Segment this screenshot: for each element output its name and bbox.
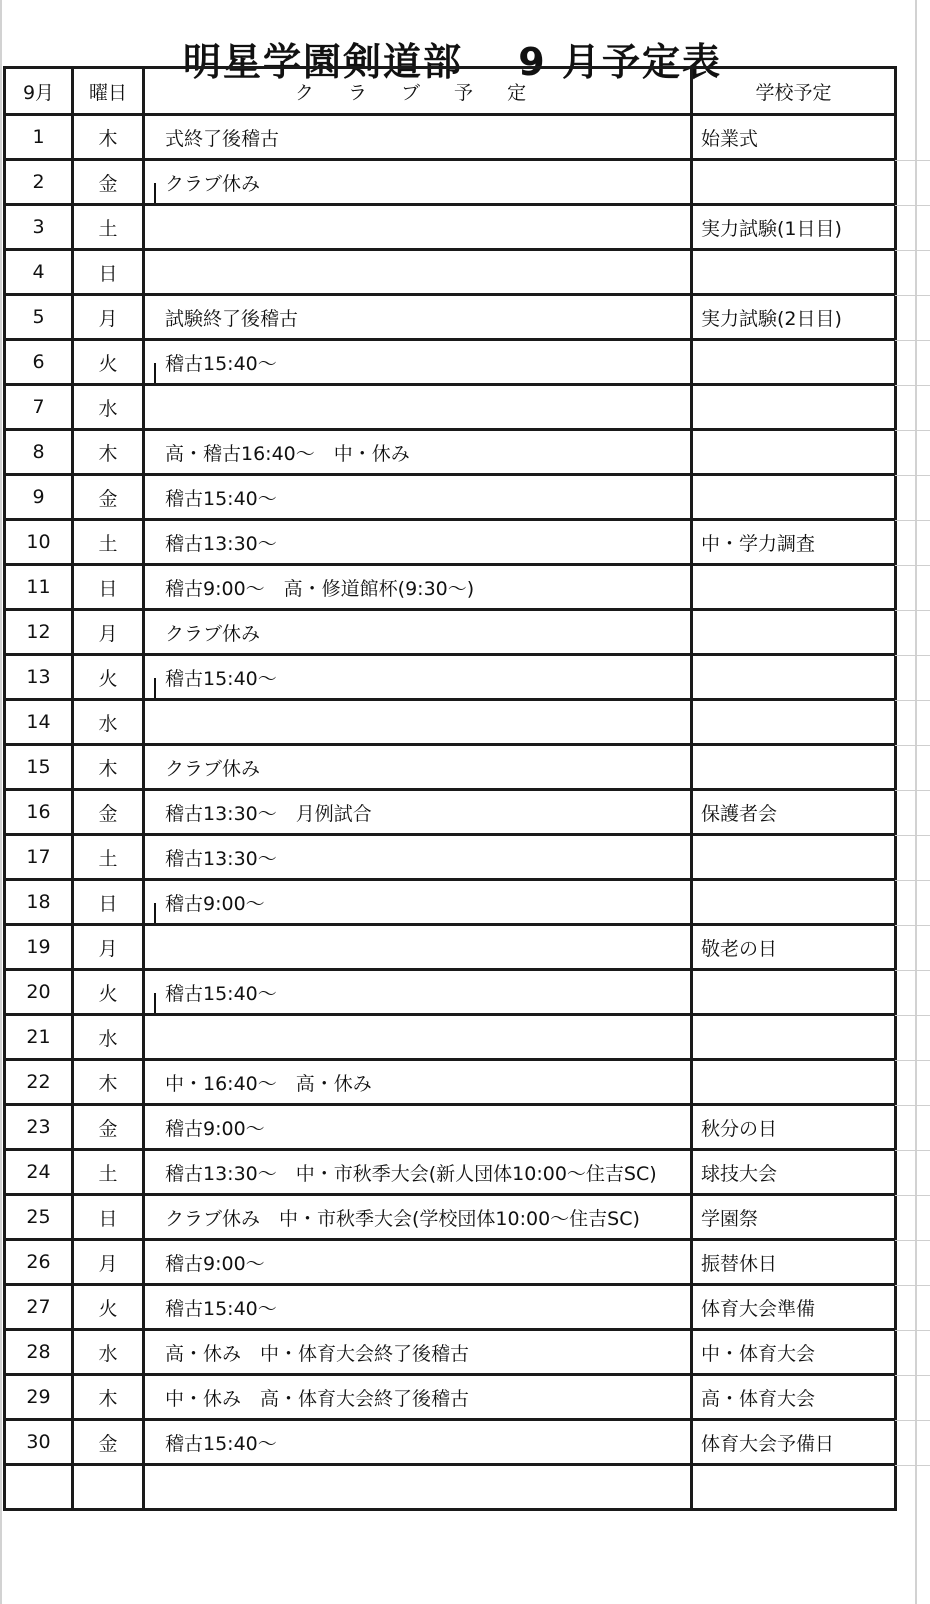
sheet-gridline — [895, 295, 930, 296]
school-schedule-cell: 始業式 — [692, 115, 896, 160]
day-cell: 26 — [5, 1240, 73, 1285]
club-schedule-cell: クラブ休み — [144, 160, 692, 205]
sheet-left-edge — [0, 0, 2, 1604]
day-cell: 20 — [5, 970, 73, 1015]
day-cell: 14 — [5, 700, 73, 745]
school-schedule-cell — [692, 430, 896, 475]
school-schedule-cell — [692, 250, 896, 295]
club-schedule-cell: クラブ休み — [144, 610, 692, 655]
day-cell: 2 — [5, 160, 73, 205]
empty-cell — [692, 1465, 896, 1510]
day-cell: 30 — [5, 1420, 73, 1465]
school-schedule-cell — [692, 160, 896, 205]
day-cell: 18 — [5, 880, 73, 925]
school-schedule-cell: 学園祭 — [692, 1195, 896, 1240]
club-schedule-cell — [144, 205, 692, 250]
sheet-right-edge — [915, 0, 917, 1604]
weekday-cell: 金 — [73, 1105, 144, 1150]
day-cell: 1 — [5, 115, 73, 160]
day-cell: 13 — [5, 655, 73, 700]
weekday-cell: 金 — [73, 475, 144, 520]
sheet-gridline — [895, 385, 930, 386]
table-row — [5, 835, 896, 880]
weekday-cell: 金 — [73, 790, 144, 835]
club-schedule-cell — [144, 700, 692, 745]
day-cell: 6 — [5, 340, 73, 385]
club-schedule-cell: 稽古15:40〜 — [144, 1285, 692, 1330]
sheet-gridline — [895, 1285, 930, 1286]
weekday-cell: 火 — [73, 970, 144, 1015]
school-schedule-cell: 高・体育大会 — [692, 1375, 896, 1420]
weekday-cell: 金 — [73, 1420, 144, 1465]
day-cell: 27 — [5, 1285, 73, 1330]
schedule-table — [3, 66, 897, 1511]
club-schedule-cell: クラブ休み — [144, 745, 692, 790]
club-schedule-cell: 稽古9:00〜 — [144, 1240, 692, 1285]
sheet-gridline — [895, 610, 930, 611]
table-row — [5, 475, 896, 520]
table-row — [5, 430, 896, 475]
table-row — [5, 1240, 896, 1285]
sheet-gridline — [895, 475, 930, 476]
club-schedule-cell: 稽古15:40〜 — [144, 970, 692, 1015]
table-row — [5, 610, 896, 655]
weekday-cell: 火 — [73, 1285, 144, 1330]
weekday-cell: 月 — [73, 295, 144, 340]
school-schedule-cell: 中・学力調査 — [692, 520, 896, 565]
table-row — [5, 1420, 896, 1465]
sheet-gridline — [895, 340, 930, 341]
table-row — [5, 1330, 896, 1375]
sheet-gridline — [895, 430, 930, 431]
sheet-gridline — [895, 1015, 930, 1016]
school-schedule-cell — [692, 1015, 896, 1060]
day-cell: 24 — [5, 1150, 73, 1195]
weekday-cell: 水 — [73, 1015, 144, 1060]
day-cell: 29 — [5, 1375, 73, 1420]
weekday-cell: 木 — [73, 1375, 144, 1420]
empty-cell — [144, 1465, 692, 1510]
school-schedule-cell — [692, 475, 896, 520]
day-cell: 8 — [5, 430, 73, 475]
school-schedule-cell — [692, 700, 896, 745]
club-schedule-cell — [144, 925, 692, 970]
day-cell: 12 — [5, 610, 73, 655]
empty-cell — [73, 1465, 144, 1510]
weekday-cell: 水 — [73, 700, 144, 745]
header-day: 9月 — [5, 68, 73, 115]
table-row — [5, 295, 896, 340]
club-schedule-cell: 式終了後稽古 — [144, 115, 692, 160]
school-schedule-cell: 振替休日 — [692, 1240, 896, 1285]
weekday-cell: 月 — [73, 1240, 144, 1285]
club-schedule-cell: 稽古13:30〜 中・市秋季大会(新人団体10:00〜住吉SC) — [144, 1150, 692, 1195]
school-schedule-cell: 中・体育大会 — [692, 1330, 896, 1375]
club-schedule-cell: クラブ休み 中・市秋季大会(学校団体10:00〜住吉SC) — [144, 1195, 692, 1240]
table-row — [5, 925, 896, 970]
sheet-gridline — [895, 835, 930, 836]
day-cell: 9 — [5, 475, 73, 520]
weekday-cell: 日 — [73, 1195, 144, 1240]
club-schedule-cell — [144, 250, 692, 295]
weekday-cell: 火 — [73, 340, 144, 385]
table-row — [5, 565, 896, 610]
day-cell: 17 — [5, 835, 73, 880]
sheet-gridline — [895, 1375, 930, 1376]
table-row — [5, 385, 896, 430]
weekday-cell: 土 — [73, 835, 144, 880]
club-schedule-cell: 稽古9:00〜 — [144, 1105, 692, 1150]
day-cell: 3 — [5, 205, 73, 250]
school-schedule-cell: 敬老の日 — [692, 925, 896, 970]
weekday-cell: 月 — [73, 610, 144, 655]
table-row — [5, 880, 896, 925]
club-schedule-cell: 稽古13:30〜 — [144, 835, 692, 880]
table-row — [5, 520, 896, 565]
day-cell: 11 — [5, 565, 73, 610]
weekday-cell: 木 — [73, 1060, 144, 1105]
weekday-cell: 金 — [73, 160, 144, 205]
weekday-cell: 日 — [73, 565, 144, 610]
table-row — [5, 1105, 896, 1150]
weekday-cell: 水 — [73, 385, 144, 430]
sheet-gridline — [895, 205, 930, 206]
empty-cell — [5, 1465, 73, 1510]
club-schedule-cell — [144, 385, 692, 430]
school-schedule-cell — [692, 835, 896, 880]
sheet-gridline — [895, 1195, 930, 1196]
table-row — [5, 655, 896, 700]
school-schedule-cell — [692, 1060, 896, 1105]
table-row — [5, 1015, 896, 1060]
school-schedule-cell — [692, 385, 896, 430]
sheet-gridline — [895, 160, 930, 161]
sheet-gridline — [895, 790, 930, 791]
club-schedule-cell: 試験終了後稽古 — [144, 295, 692, 340]
school-schedule-cell — [692, 970, 896, 1015]
school-schedule-cell: 体育大会予備日 — [692, 1420, 896, 1465]
table-row — [5, 340, 896, 385]
day-cell: 19 — [5, 925, 73, 970]
sheet-gridline — [895, 1330, 930, 1331]
sheet-gridline — [895, 925, 930, 926]
sheet-gridline — [895, 880, 930, 881]
day-cell: 5 — [5, 295, 73, 340]
weekday-cell: 日 — [73, 250, 144, 295]
school-schedule-cell — [692, 610, 896, 655]
club-schedule-cell — [144, 1015, 692, 1060]
table-row — [5, 1060, 896, 1105]
club-schedule-cell: 稽古13:30〜 — [144, 520, 692, 565]
day-cell: 21 — [5, 1015, 73, 1060]
school-schedule-cell: 秋分の日 — [692, 1105, 896, 1150]
club-schedule-cell: 稽古9:00〜 — [144, 880, 692, 925]
day-cell: 16 — [5, 790, 73, 835]
school-schedule-cell: 保護者会 — [692, 790, 896, 835]
weekday-cell: 月 — [73, 925, 144, 970]
school-schedule-cell: 球技大会 — [692, 1150, 896, 1195]
table-row — [5, 1285, 896, 1330]
day-cell: 15 — [5, 745, 73, 790]
school-schedule-cell: 実力試験(1日目) — [692, 205, 896, 250]
sheet-gridline — [895, 1240, 930, 1241]
sheet-gridline — [895, 970, 930, 971]
day-cell: 7 — [5, 385, 73, 430]
header-row — [5, 68, 896, 115]
club-schedule-cell: 中・休み 高・体育大会終了後稽古 — [144, 1375, 692, 1420]
weekday-cell: 水 — [73, 1330, 144, 1375]
sheet-gridline — [895, 1105, 930, 1106]
table-row — [5, 1150, 896, 1195]
club-schedule-cell: 高・休み 中・体育大会終了後稽古 — [144, 1330, 692, 1375]
day-cell: 23 — [5, 1105, 73, 1150]
table-row-partial — [5, 1465, 896, 1510]
sheet-gridline — [895, 1465, 930, 1466]
school-schedule-cell: 体育大会準備 — [692, 1285, 896, 1330]
club-schedule-cell: 稽古15:40〜 — [144, 1420, 692, 1465]
sheet-gridline — [895, 1150, 930, 1151]
weekday-cell: 土 — [73, 1150, 144, 1195]
club-schedule-cell: 高・稽古16:40〜 中・休み — [144, 430, 692, 475]
header-school-schedule: 学校予定 — [692, 68, 896, 115]
sheet-gridline — [895, 250, 930, 251]
table-row — [5, 250, 896, 295]
day-cell: 22 — [5, 1060, 73, 1105]
school-schedule-cell — [692, 880, 896, 925]
table-row — [5, 1375, 896, 1420]
table-row — [5, 1195, 896, 1240]
sheet-gridline — [895, 1420, 930, 1421]
club-schedule-cell: 中・16:40〜 高・休み — [144, 1060, 692, 1105]
weekday-cell: 土 — [73, 520, 144, 565]
weekday-cell: 土 — [73, 205, 144, 250]
school-schedule-cell — [692, 745, 896, 790]
weekday-cell: 日 — [73, 880, 144, 925]
sheet-gridline — [895, 745, 930, 746]
sheet-gridline — [895, 1060, 930, 1061]
table-row — [5, 115, 896, 160]
club-schedule-cell: 稽古9:00〜 高・修道館杯(9:30〜) — [144, 565, 692, 610]
sheet-gridline — [895, 655, 930, 656]
club-schedule-cell: 稽古15:40〜 — [144, 475, 692, 520]
table-row — [5, 745, 896, 790]
school-schedule-cell — [692, 340, 896, 385]
table-row — [5, 790, 896, 835]
header-club-schedule: ク ラ ブ 予 定 — [144, 68, 692, 115]
weekday-cell: 火 — [73, 655, 144, 700]
day-cell: 25 — [5, 1195, 73, 1240]
school-schedule-cell: 実力試験(2日目) — [692, 295, 896, 340]
weekday-cell: 木 — [73, 430, 144, 475]
header-weekday: 曜日 — [73, 68, 144, 115]
club-schedule-cell: 稽古15:40〜 — [144, 340, 692, 385]
weekday-cell: 木 — [73, 745, 144, 790]
sheet-gridline — [895, 700, 930, 701]
day-cell: 28 — [5, 1330, 73, 1375]
table-row — [5, 700, 896, 745]
sheet-gridline — [895, 520, 930, 521]
table-row — [5, 160, 896, 205]
weekday-cell: 木 — [73, 115, 144, 160]
school-schedule-cell — [692, 655, 896, 700]
sheet-gridline — [895, 565, 930, 566]
page-title: 明星学園剣道部 9 月予定表 — [183, 40, 722, 85]
day-cell: 10 — [5, 520, 73, 565]
table-row — [5, 970, 896, 1015]
day-cell: 4 — [5, 250, 73, 295]
table-row — [5, 205, 896, 250]
school-schedule-cell — [692, 565, 896, 610]
club-schedule-cell: 稽古13:30〜 月例試合 — [144, 790, 692, 835]
schedule-body — [5, 115, 896, 1510]
club-schedule-cell: 稽古15:40〜 — [144, 655, 692, 700]
